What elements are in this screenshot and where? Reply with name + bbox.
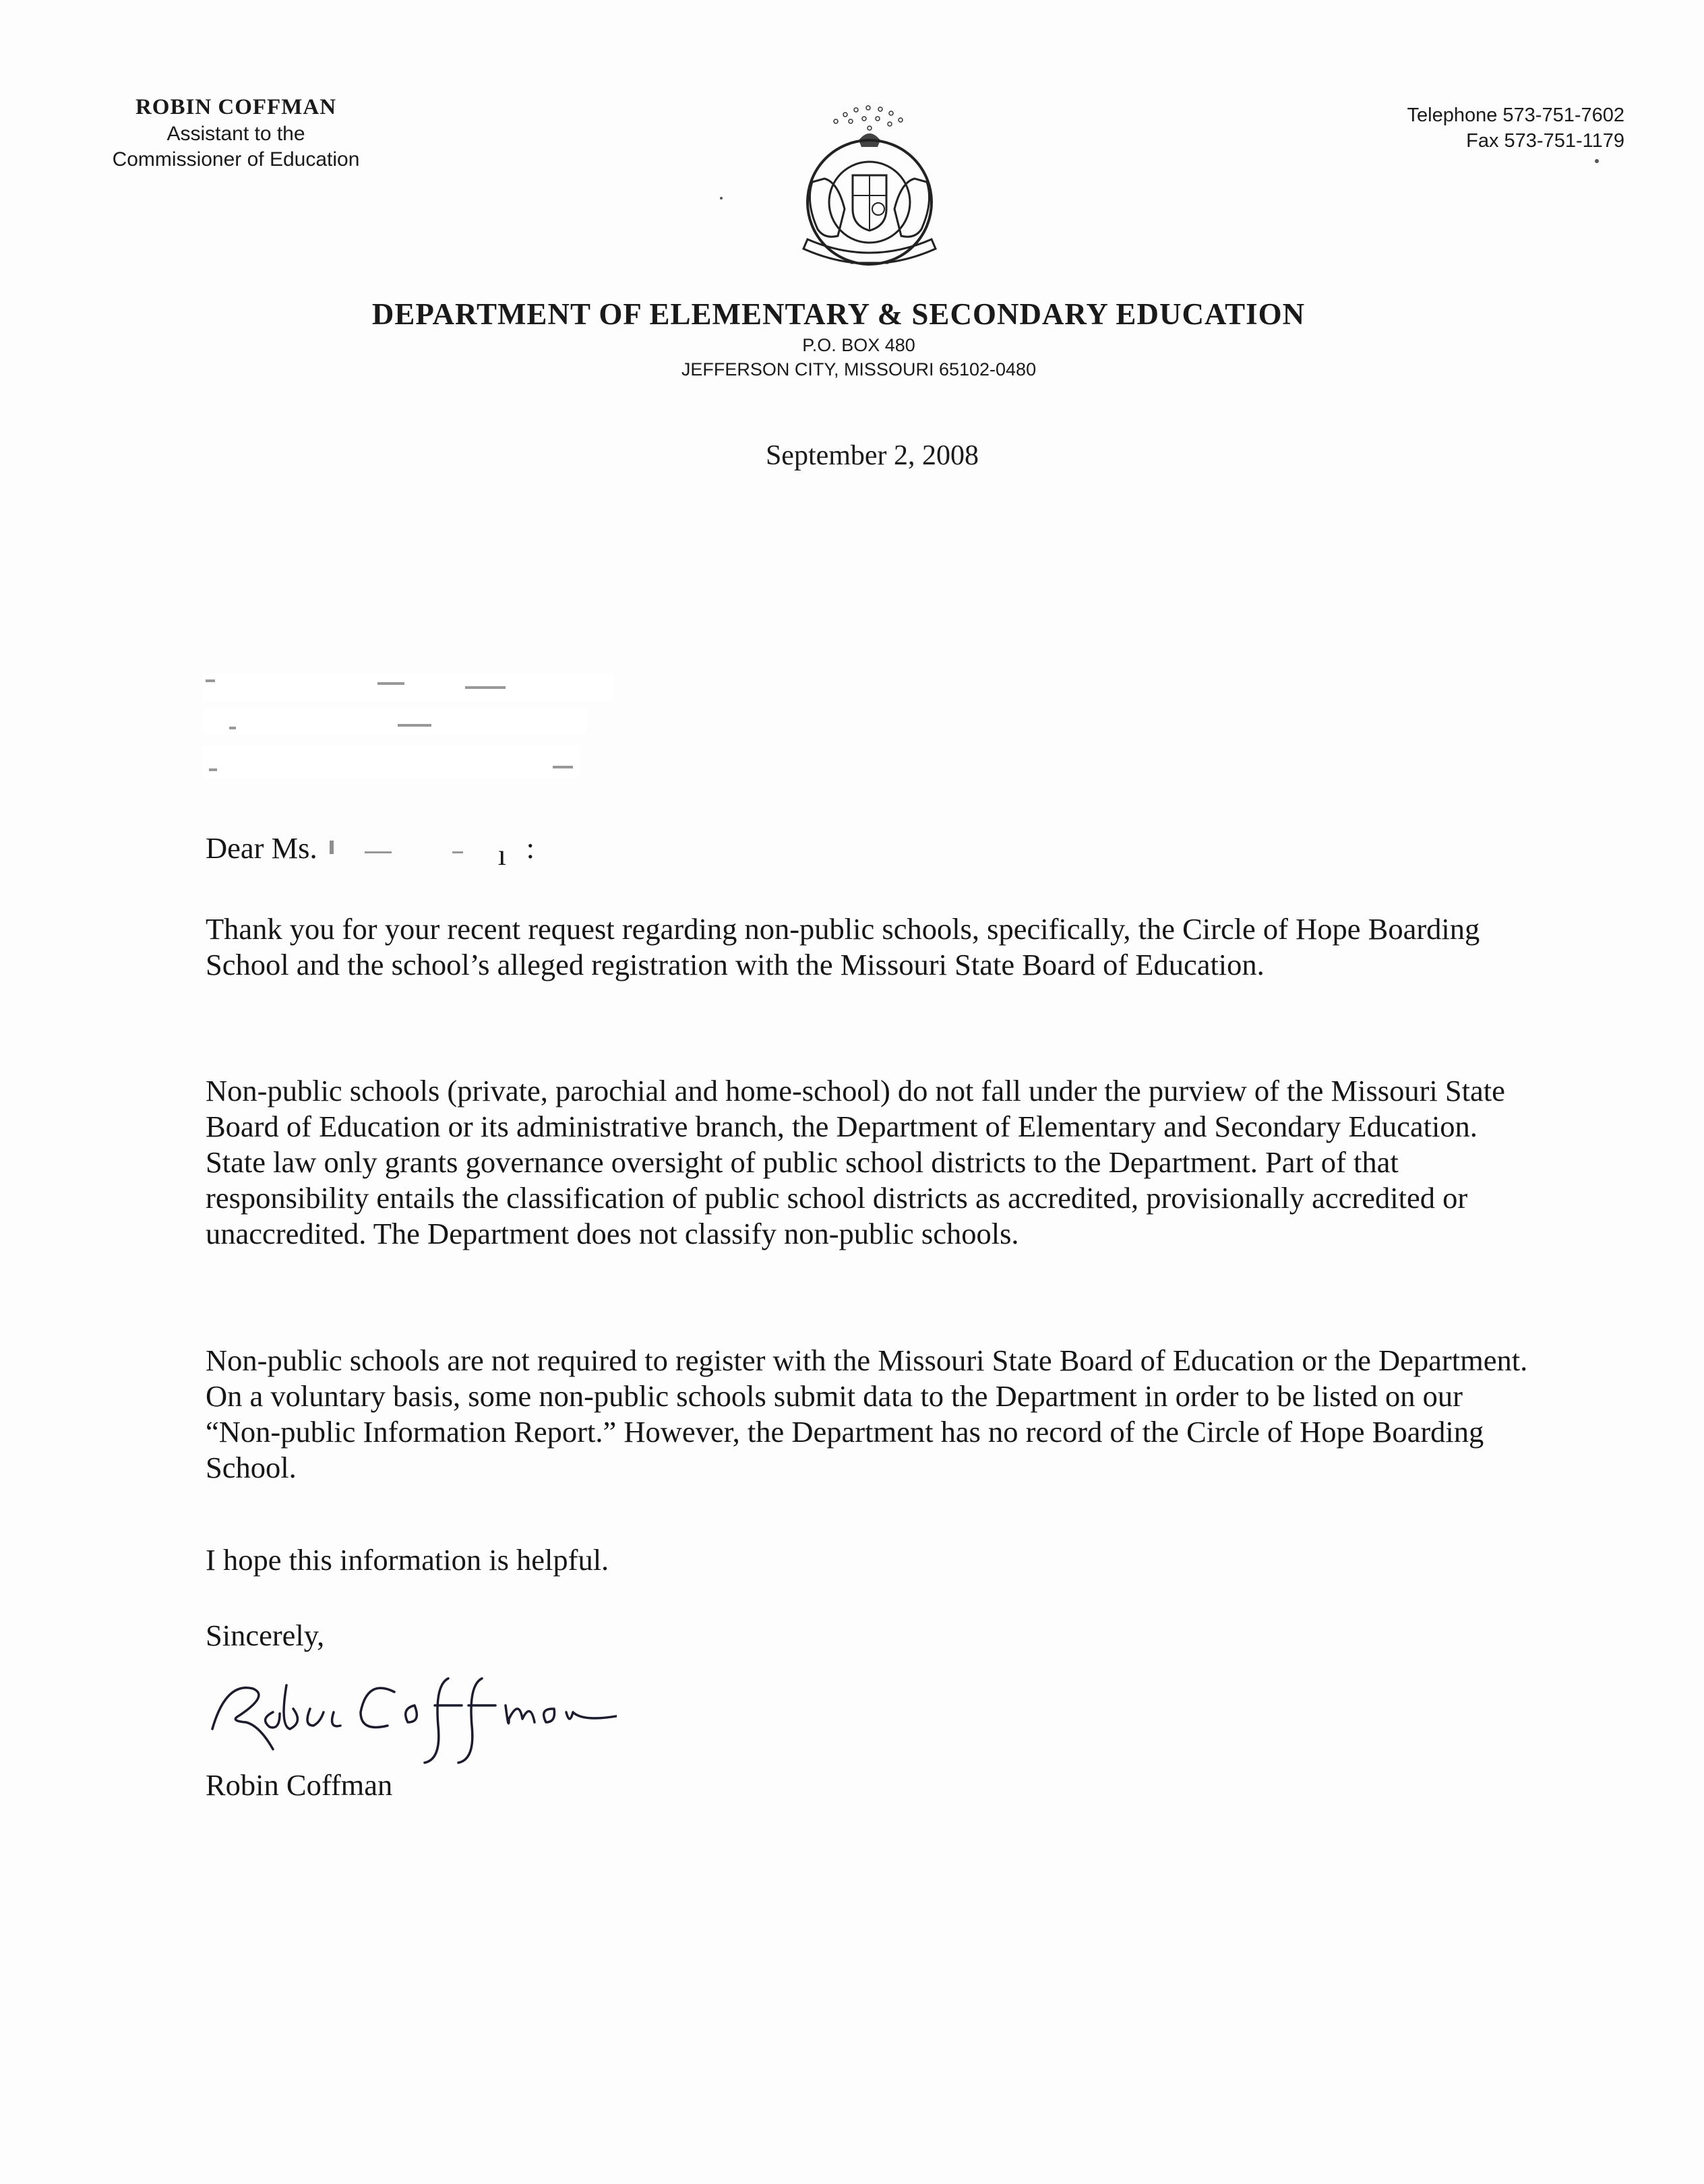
salutation-suffix: : bbox=[526, 831, 535, 865]
salutation-prefix: Dear Ms. bbox=[206, 831, 317, 865]
redaction-residue bbox=[452, 851, 463, 853]
redaction-residue-letter: ı bbox=[497, 839, 506, 872]
redaction-residue bbox=[398, 724, 431, 727]
redaction-residue bbox=[465, 686, 506, 689]
redaction-residue bbox=[209, 768, 217, 771]
fax-number: Fax 573-751-1179 bbox=[1466, 130, 1624, 152]
redaction-residue bbox=[365, 851, 392, 853]
redaction-residue bbox=[206, 679, 215, 682]
redaction-residue bbox=[330, 841, 334, 854]
redaction-line-1 bbox=[202, 674, 613, 701]
paragraph-3: Non-public schools are not required to register with the Missouri State Board of Education or the Department. On a voluntary basis, some non-public schools submit data to the Department in order to be listed on our “Non-public Information Report.” However, the Department has no record of the Circle of Hope Boarding School. bbox=[206, 1343, 1528, 1484]
paragraph-4: I hope this information is helpful. bbox=[206, 1543, 609, 1577]
telephone-number: Telephone 573-751-7602 bbox=[1407, 104, 1624, 126]
redaction-residue bbox=[377, 682, 404, 685]
department-name: DEPARTMENT OF ELEMENTARY & SECONDARY EDUCATION bbox=[371, 297, 1306, 331]
redaction-residue bbox=[553, 766, 573, 768]
redaction-line-3 bbox=[202, 745, 580, 779]
scan-speck bbox=[720, 197, 723, 200]
sender-title-line-1: Assistant to the bbox=[166, 123, 305, 145]
sender-block bbox=[88, 93, 384, 173]
redaction-line-2 bbox=[202, 708, 586, 735]
redaction-residue bbox=[229, 727, 236, 729]
salutation bbox=[206, 830, 1540, 872]
po-box: P.O. BOX 480 bbox=[802, 335, 915, 355]
scan-speck bbox=[1595, 159, 1599, 163]
handwritten-signature bbox=[199, 1665, 617, 1773]
paragraph-2: Non-public schools (private, parochial and home-school) do not fall under the purview of the Missouri State Board of Education or its administrative branch, the Department of Elementary and Secondary Education. State law only grants governance oversight of public school districts to the Department. Part of that responsibility entails the classification of public school districts as accredited, provisionally accredited or unaccredited. The Department does not classify non-public schools. bbox=[206, 1074, 1505, 1250]
redacted-recipient-name bbox=[317, 834, 526, 872]
typed-signature-name: Robin Coffman bbox=[206, 1768, 393, 1802]
missouri-state-seal-icon bbox=[789, 101, 950, 283]
city-address: JEFFERSON CITY, MISSOURI 65102-0480 bbox=[681, 359, 1037, 380]
sender-name: ROBIN COFFMAN bbox=[135, 95, 337, 119]
closing: Sincerely, bbox=[206, 1618, 325, 1652]
contact-block bbox=[1314, 102, 1624, 154]
letter-date: September 2, 2008 bbox=[765, 440, 979, 471]
sender-title-line-2: Commissioner of Education bbox=[112, 148, 360, 171]
department-block bbox=[0, 295, 1704, 382]
paragraph-1: Thank you for your recent request regarding non-public schools, specifically, the Circle of Hope Boarding School and the school’s alleged registration with the Missouri State Board of Education. bbox=[206, 912, 1480, 981]
